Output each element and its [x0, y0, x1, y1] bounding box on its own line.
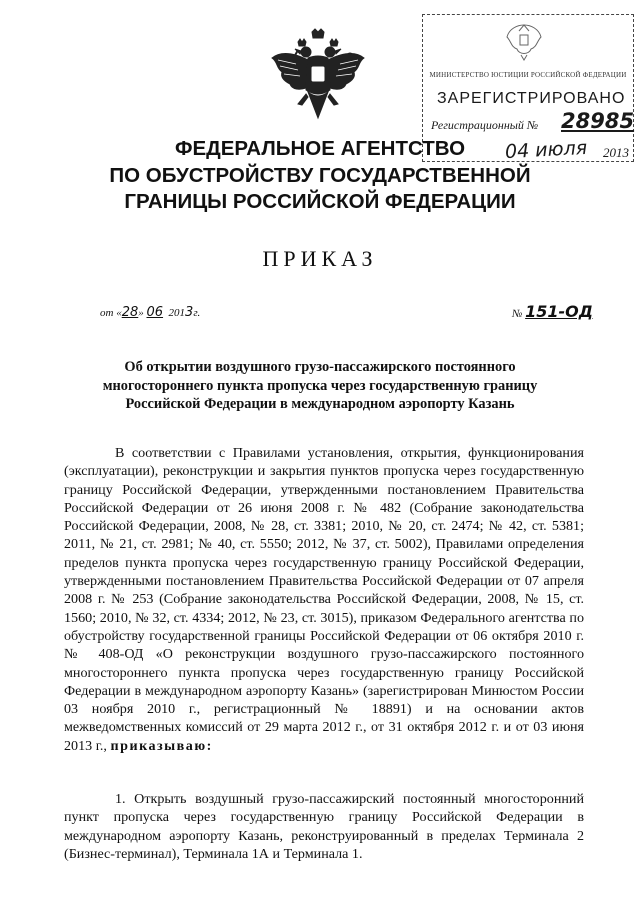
paragraph-1-text: В соответствии с Правилами установления, открытия, функционирования (эксплуатации), реконструкции и закрытия пунктов пропуска через государственную границу Российской Федерации, утвержденными постановлением Правительства Российской Федерации от 26 июня 2008 г. № 482 (Собрание законодательства Российской Федерации, 2008, № 28, ст. 3381; 2010, № 20, ст. 2474; № 42, ст. 5381; 2011, № 21, ст. 2981; № 40, ст. 5550; 2012, № 37, ст. 5002), Правилами определения пределов пункта пропуска через государственную границу Российской Федерации, утвержденными постановлением Правительства Российской Федерации от 07 апреля 2008 г. № 253 (Собрание законодательства Российской Федерации, 2008, № 15, ст. 1560; 2010, № 32, ст. 4334; 2012, № 23, ст. 3015), приказом Федерального агентства по обустройству государственной границы Российской Федерации от 06 октября 2010 г. № 408-ОД «О реконструкции воздушного грузо-пассажирского постоянного многостороннего пункта пропуска через государственную границу Российской Федерации в международном аэропорту Казань» (зарегистрирован Минюстом России 03 ноября 2010 г., регистрационный № 18891) и на основании актов межведомственных комиссий от 29 марта 2012 г., от 31 октября 2012 г. и от 03 июня 2013 г.,	[64, 445, 584, 754]
date-mid: »	[138, 307, 144, 319]
stamp-seal-emblem	[501, 19, 547, 61]
coat-of-arms-emblem	[268, 28, 368, 124]
number-prefix: №	[512, 308, 523, 320]
date-suffix: г.	[193, 307, 201, 319]
stamp-regno-label: Регистрационный №	[431, 118, 539, 132]
date-day: 28	[121, 305, 139, 320]
stamp-year: 2013	[603, 145, 629, 160]
date-prefix: от «	[100, 307, 122, 319]
order-number	[512, 302, 593, 321]
stamp-regno-value: 28985	[561, 109, 635, 133]
order-title: ПРИКАЗ	[262, 246, 378, 271]
date-year-prefix: 201	[168, 307, 186, 319]
date-year-digit: 3	[185, 305, 194, 320]
stamp-registered-label: ЗАРЕГИСТРИРОВАНО	[437, 90, 626, 107]
agency-line-3: ГРАНИЦЫ РОССИЙСКОЙ ФЕДЕРАЦИИ	[124, 190, 516, 213]
stamp-handwritten-date: 04 июля	[504, 136, 588, 164]
stamp-ministry-text: МИНИСТЕРСТВО ЮСТИЦИИ РОССИЙСКОЙ ФЕДЕРАЦИИ	[429, 71, 627, 79]
subject-line-1: Об открытии воздушного грузо-пассажирского постоянного	[124, 359, 516, 375]
body-paragraph-2: 1. Открыть воздушный грузо-пассажирский постоянный многосторонний пункт пропуска через государственную границу Российской Федерации в международном аэропорту Казань, реконструированный в пределах Терминала 2 (Бизнес-терминал), Терминала 1А и Терминала 1.	[64, 791, 584, 862]
subject-line-2: многостороннего пункта пропуска через государственную границу	[102, 377, 538, 394]
body-paragraph-1	[64, 444, 584, 755]
agency-line-2: ПО ОБУСТРОЙСТВУ ГОСУДАРСТВЕННОЙ	[109, 163, 531, 187]
prikazyvayu-word: приказываю:	[110, 737, 213, 754]
date-month: 06	[146, 305, 164, 320]
order-date	[100, 305, 200, 320]
subject-line-3: Российской Федерации в международном аэропорту Казань	[125, 396, 515, 412]
agency-line-1: ФЕДЕРАЛЬНОЕ АГЕНТСТВО	[174, 137, 466, 160]
agency-heading	[100, 136, 540, 216]
order-subject	[100, 358, 540, 414]
number-value: 151-ОД	[525, 302, 594, 321]
